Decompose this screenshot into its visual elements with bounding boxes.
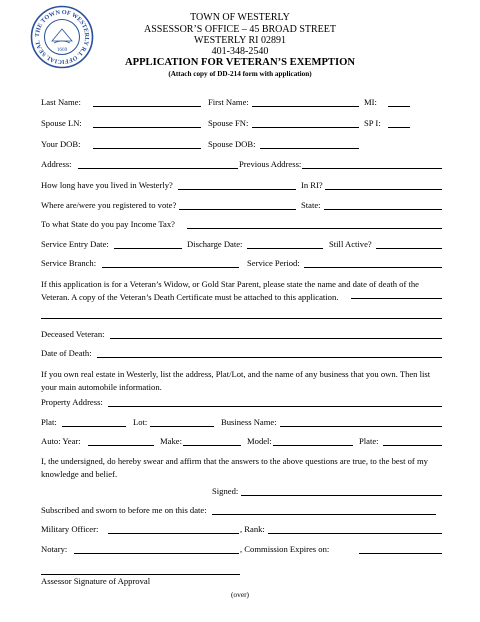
make-field[interactable] — [183, 445, 241, 446]
how-long-field[interactable] — [178, 189, 296, 190]
still-active-label: Still Active? — [329, 239, 372, 249]
service-period-label: Service Period: — [247, 258, 300, 268]
discharge-field[interactable] — [247, 248, 323, 249]
your-dob-field[interactable] — [93, 148, 201, 149]
registered-vote-label: Where are/were you registered to vote? — [41, 200, 177, 210]
military-officer-field[interactable] — [108, 533, 239, 534]
last-name-field[interactable] — [93, 106, 201, 107]
form-title: APPLICATION FOR VETERAN’S EXEMPTION — [124, 57, 356, 68]
seal-year: 1669 — [56, 47, 68, 53]
lot-field[interactable] — [150, 426, 214, 427]
service-branch-field[interactable] — [102, 267, 239, 268]
state-field[interactable] — [324, 209, 442, 210]
previous-address-field[interactable] — [302, 168, 442, 169]
notary-label: Notary: — [41, 544, 68, 554]
rank-field[interactable] — [268, 533, 442, 534]
phone-number: 401-348-2540 — [211, 46, 269, 57]
spouse-fn-field[interactable] — [252, 127, 359, 128]
first-name-label: First Name: — [208, 97, 249, 107]
deceased-veteran-label: Deceased Veteran: — [41, 329, 105, 339]
lot-label: Lot: — [133, 417, 148, 427]
business-name-field[interactable] — [280, 426, 442, 427]
assessor-signature-field[interactable] — [41, 574, 240, 575]
plate-field[interactable] — [383, 445, 442, 446]
widow-extra-line[interactable] — [41, 318, 442, 319]
discharge-label: Discharge Date: — [187, 239, 243, 249]
spouse-dob-field[interactable] — [260, 148, 359, 149]
subscribed-date-field[interactable] — [212, 514, 436, 515]
state-label: State: — [301, 200, 321, 210]
deceased-veteran-field[interactable] — [110, 338, 442, 339]
income-tax-label: To what State do you pay Income Tax? — [41, 219, 175, 229]
plat-label: Plat: — [41, 417, 57, 427]
signature-field[interactable] — [241, 495, 442, 496]
notary-field[interactable] — [74, 553, 239, 554]
sp-i-label: SP I: — [364, 118, 381, 128]
subscribed-label: Subscribed and sworn to before me on this date: — [41, 505, 207, 515]
rank-label: , Rank: — [240, 524, 265, 534]
registered-vote-field[interactable] — [179, 209, 296, 210]
signed-label: Signed: — [212, 486, 239, 496]
sp-i-field[interactable] — [388, 127, 410, 128]
spouse-ln-field[interactable] — [93, 127, 201, 128]
still-active-field[interactable] — [376, 248, 442, 249]
military-officer-label: Military Officer: — [41, 524, 99, 534]
service-branch-label: Service Branch: — [41, 258, 97, 268]
assessor-signature-label: Assessor Signature of Approval — [41, 576, 151, 586]
model-label: Model: — [247, 436, 272, 446]
auto-year-label: Auto: Year: — [41, 436, 81, 446]
your-dob-label: Your DOB: — [41, 139, 81, 149]
service-entry-label: Service Entry Date: — [41, 239, 109, 249]
auto-year-field[interactable] — [88, 445, 154, 446]
service-period-field[interactable] — [304, 267, 442, 268]
first-name-field[interactable] — [252, 106, 359, 107]
affirmation-text: I, the undersigned, do hereby swear and affirm that the answers to the above questions are true, to the best of my knowledge and belief. — [41, 456, 428, 479]
commission-label: , Commission Expires on: — [240, 544, 330, 554]
previous-address-label: Previous Address: — [239, 159, 302, 169]
how-long-label: How long have you lived in Westerly? — [41, 180, 173, 190]
commission-expires-field[interactable] — [359, 553, 442, 554]
form-subtitle: (Attach copy of DD-214 form with application) — [168, 70, 312, 78]
plate-label: Plate: — [359, 436, 379, 446]
in-ri-field[interactable] — [325, 189, 442, 190]
town-name: TOWN OF WESTERLY — [190, 12, 290, 23]
date-of-death-field[interactable] — [97, 357, 442, 358]
address-label: Address: — [41, 159, 72, 169]
office-address: ASSESSOR’S OFFICE – 45 BROAD STREET — [144, 24, 336, 35]
real-estate-instructions: If you own real estate in Westerly, list the address, Plat/Lot, and the name of any business that you own. Then list your main automobile information. — [41, 369, 431, 392]
business-name-label: Business Name: — [221, 417, 277, 427]
service-entry-field[interactable] — [114, 248, 182, 249]
spouse-ln-label: Spouse LN: — [41, 118, 82, 128]
income-tax-field[interactable] — [187, 228, 442, 229]
mi-field[interactable] — [388, 106, 410, 107]
spouse-dob-label: Spouse DOB: — [208, 139, 256, 149]
over-note: (over) — [230, 590, 250, 599]
seal-ring-text: THE TOWN OF WESTERLY R.I. OFFICIAL SEAL — [33, 8, 91, 66]
make-label: Make: — [160, 436, 182, 446]
date-of-death-label: Date of Death: — [41, 348, 92, 358]
last-name-label: Last Name: — [41, 97, 81, 107]
mi-label: MI: — [364, 97, 377, 107]
in-ri-label: In RI? — [301, 180, 323, 190]
city-line: WESTERLY RI 02891 — [194, 35, 286, 46]
property-address-label: Property Address: — [41, 397, 103, 407]
widow-instructions: If this application is for a Veteran’s Widow, or Gold Star Parent, please state the name and date of death of the Veteran. A copy of the Veteran’s Death Certificate must be attached to this application. — [41, 279, 419, 302]
address-field[interactable] — [78, 168, 238, 169]
property-address-field[interactable] — [108, 406, 442, 407]
widow-name-date-field[interactable] — [351, 298, 442, 299]
plat-field[interactable] — [62, 426, 126, 427]
spouse-fn-label: Spouse FN: — [208, 118, 249, 128]
model-field[interactable] — [273, 445, 353, 446]
